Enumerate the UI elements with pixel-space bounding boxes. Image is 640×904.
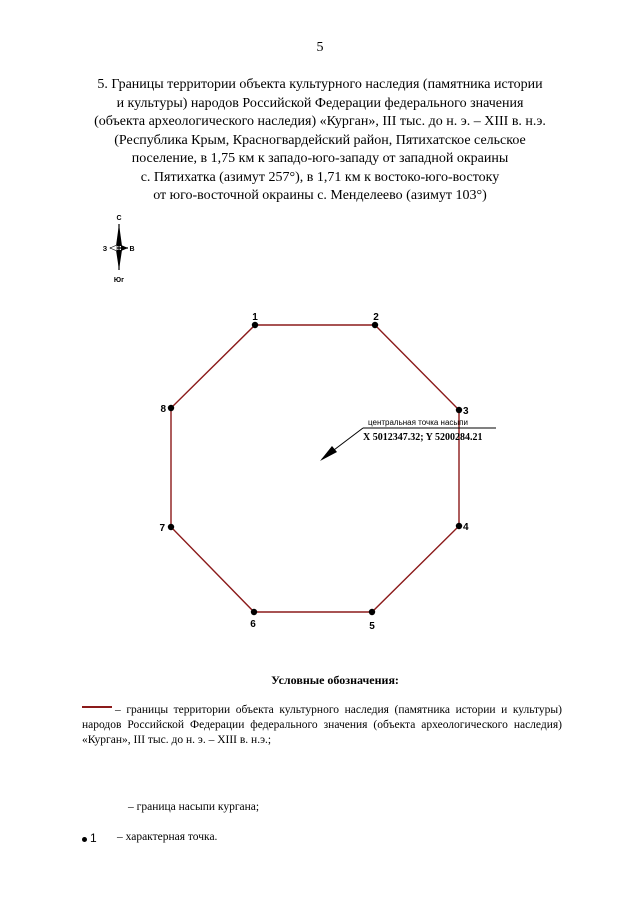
title-line: (Республика Крым, Красногвардейский район, Пятихатское сельское bbox=[114, 132, 526, 148]
point-8 bbox=[160, 404, 174, 415]
point-label: 6 bbox=[250, 619, 256, 630]
point-4 bbox=[456, 522, 469, 533]
title-line: 5. Границы территории объекта культурного наследия (памятника истории bbox=[97, 77, 543, 92]
compass-north-label: С bbox=[116, 215, 122, 222]
title-line: от юго-восточной окраины с. Менделеево (азимут 103°) bbox=[153, 188, 487, 203]
center-annotation bbox=[320, 418, 496, 461]
point-label: 3 bbox=[463, 406, 469, 417]
legend-mound-text: – граница насыпи кургана; bbox=[128, 801, 260, 813]
point-label: 2 bbox=[373, 312, 379, 323]
arrow-icon bbox=[320, 446, 337, 461]
compass-icon bbox=[103, 215, 135, 284]
legend-point-sample bbox=[82, 831, 97, 846]
title-line: и культуры) народов Российской Федерации федерального значения bbox=[116, 95, 524, 111]
legend-point-number: 1 bbox=[90, 831, 97, 845]
point-3 bbox=[456, 406, 469, 417]
compass-south-label: Юг bbox=[113, 277, 125, 284]
point-label: 8 bbox=[160, 404, 166, 415]
point-1 bbox=[252, 312, 258, 328]
point-5 bbox=[369, 609, 375, 632]
title-line: с. Пятихатка (азимут 257°), в 1,71 км к востоко-юго-востоку bbox=[140, 169, 500, 185]
legend-boundary-description: – границы территории объекта культурного наследия (памятника истории и культуры) народов Российской Федерации федерального значения (объекта археологического наследия) «Курган», III тыс. до н. э. – XIII в. н.э.; bbox=[82, 704, 562, 746]
center-point-label: центральная точка насыпи bbox=[368, 418, 468, 427]
title-line: (объекта археологического наследия) «Курган», III тыс. до н. э. – XIII в. н.э. bbox=[94, 114, 546, 129]
boundary-polygon bbox=[171, 325, 459, 612]
point-label: 4 bbox=[463, 522, 469, 533]
legend-point-text: – характерная точка. bbox=[117, 831, 218, 843]
point-label: 5 bbox=[369, 621, 375, 632]
point-7 bbox=[159, 523, 174, 534]
point-2 bbox=[372, 312, 379, 328]
point-6 bbox=[250, 609, 257, 630]
point-dot-icon bbox=[82, 837, 87, 842]
center-point-coords: X 5012347.32; Y 5200284.21 bbox=[363, 432, 483, 443]
compass-west-label: З bbox=[102, 246, 108, 253]
point-label: 1 bbox=[252, 312, 258, 323]
legend-boundary-text bbox=[82, 703, 562, 748]
point-label: 7 bbox=[159, 523, 165, 534]
page-number: 5 bbox=[316, 40, 324, 55]
title-line: поселение, в 1,75 км к западо-юго-западу от западной окраины bbox=[131, 151, 509, 166]
compass-east-label: В bbox=[129, 246, 135, 253]
legend-header: Условные обозначения: bbox=[271, 673, 399, 687]
